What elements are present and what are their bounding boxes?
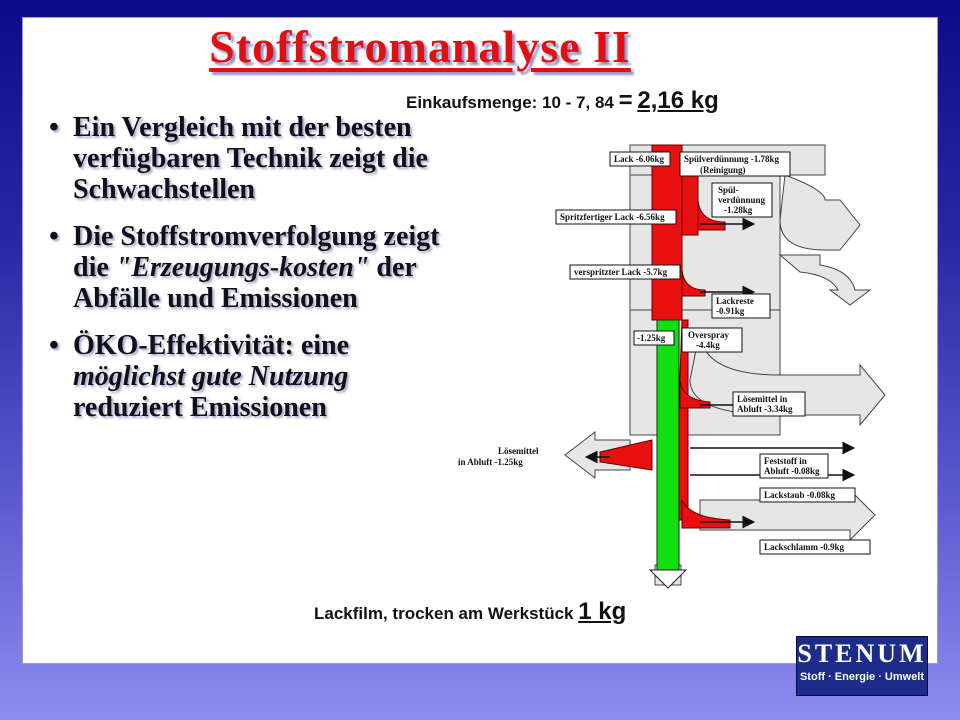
label-spuel-1: Spül- [718,185,739,195]
label-overspray-1: Overspray [688,330,729,340]
label-lackreste-2: -0.91kg [716,306,745,316]
logo-name: STENUM [797,639,927,668]
logo-tagline: Stoff · Energie · Umwelt [799,671,925,683]
label-lackschlamm: Lackschlamm -0.9kg [764,542,845,552]
label-lack: Lack -6.06kg [614,154,665,164]
label-reinigung: (Reinigung) [700,165,746,175]
label-spritzfertig: Spritzfertiger Lack -6.56kg [560,212,665,222]
slide-title: Stoffstromanalyse II [209,21,631,72]
label-left-loesemittel-2: in Abluft -1.25kg [458,457,523,467]
bullet-text: ÖKO-Effektivität: eine [73,330,350,361]
purchase-result: 2,16 kg [637,87,719,114]
bullet-dot: • [49,112,59,143]
grey-branch-middle [780,255,870,305]
green-column [657,320,679,570]
grey-branch-top [780,175,860,250]
label-feststoff-2: Abluft -0.08kg [764,466,820,476]
bullet-text: der Abfälle und Emissionen [73,252,417,314]
bullet-emphasis: möglichst gute Nutzung [73,361,349,392]
red-main-column [652,145,682,320]
label-left-loesemittel-1: Lösemittel [498,446,539,456]
label-overspray-2: -4.4kg [696,340,720,350]
label-lackstaub: Lackstaub -0.08kg [764,490,836,500]
film-result [314,598,626,626]
label-loesemittel-abluft-2: Abluft -3.34kg [737,404,793,414]
bullet-text: Ein Vergleich mit der besten verfügbaren Technik zeigt die Schwachstellen [73,112,428,205]
film-amount: 1 kg [578,598,627,625]
label-minus125: -1.25kg [637,333,666,343]
bullet-dot: • [49,221,59,252]
label-lackreste-1: Lackreste [716,296,754,306]
bullet-text: Die Stoffstromverfolgung zeigt die [73,221,440,283]
label-spuel-2: verdünnung [718,195,766,205]
bullet-text: reduziert Emissionen [73,392,327,423]
film-label: Lackfilm, trocken am Werkstück [314,604,574,623]
label-loesemittel-abluft-1: Lösemittel in [737,394,788,404]
purchase-equals: = [618,87,633,114]
stenum-logo [796,636,928,696]
label-spuelverduennung: Spülverdünnung -1.78kg [684,154,780,164]
label-feststoff-1: Feststoff in [764,456,807,466]
label-verspritzt: verspritzter Lack -5.7kg [574,267,668,277]
bullet-emphasis: "Erzeugungs-kosten" [115,252,370,283]
label-spuel-3: -1.28kg [724,205,753,215]
purchase-prefix: Einkaufsmenge: 10 - 7, 84 [406,93,614,112]
bullet-dot: • [49,330,59,361]
